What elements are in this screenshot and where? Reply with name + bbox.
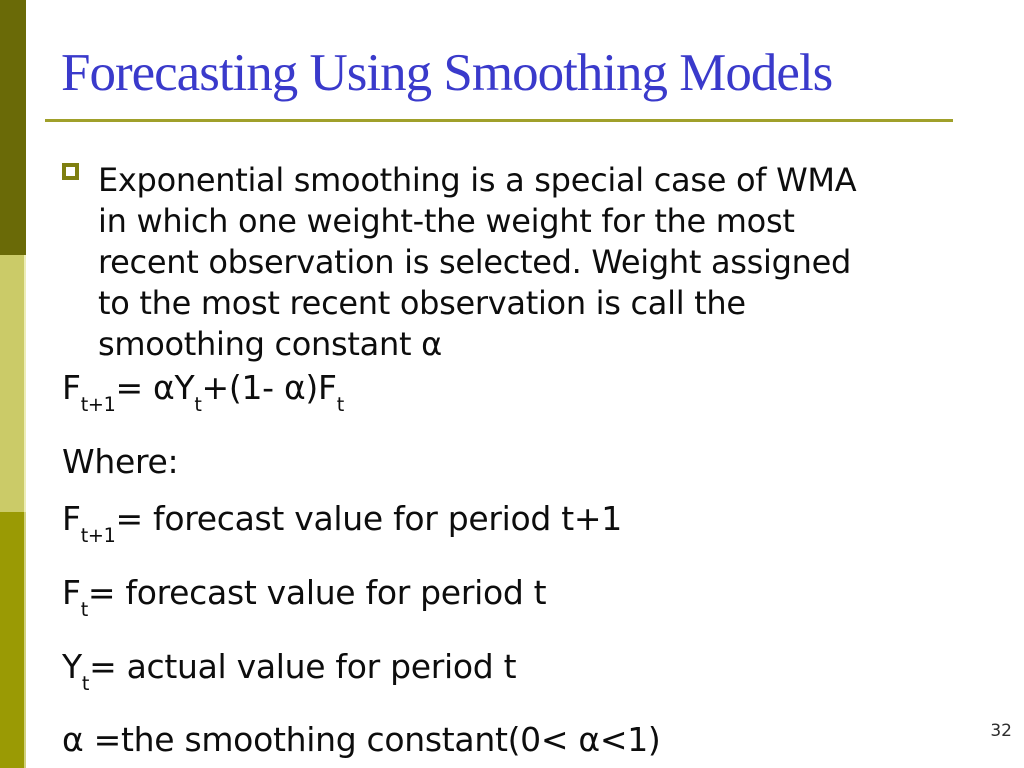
title-divider-rule <box>45 119 953 122</box>
square-bullet-icon <box>62 163 79 180</box>
sidebar-accent-bar <box>0 0 26 768</box>
paragraph-line-1: Exponential smoothing is a special case of WMA <box>98 161 857 199</box>
where-label: Where: <box>62 441 179 481</box>
definition-forecast-t: $F_t=$ forecast value for period t <box>62 572 547 621</box>
definition-actual-t: $Y_t=$ actual value for period t <box>62 646 517 695</box>
sidebar-band-middle <box>0 255 26 512</box>
paragraph-line-5: smoothing constant α <box>98 325 442 363</box>
paragraph-line-2: in which one weight-the weight for the most <box>98 202 795 240</box>
bullet-paragraph <box>98 160 856 365</box>
formula-block <box>62 359 660 768</box>
definition-forecast-t-plus-1: $F_{t+1}=$ forecast value for period t+1 <box>62 498 622 547</box>
exponential-smoothing-formula: $F_{t+1}= \alpha Y_t+(1-$ $\alpha)F_t$ <box>62 368 344 416</box>
page-number: 32 <box>990 721 1012 741</box>
slide-title: Forecasting Using Smoothing Models <box>61 44 833 102</box>
sidebar-band-bottom <box>0 512 26 768</box>
definition-smoothing-constant: α =the smoothing constant(0< α<1) <box>62 720 661 760</box>
paragraph-line-3: recent observation is selected. Weight assigned <box>98 243 851 281</box>
paragraph-line-4: to the most recent observation is call the <box>98 284 746 322</box>
sidebar-band-top <box>0 0 26 255</box>
